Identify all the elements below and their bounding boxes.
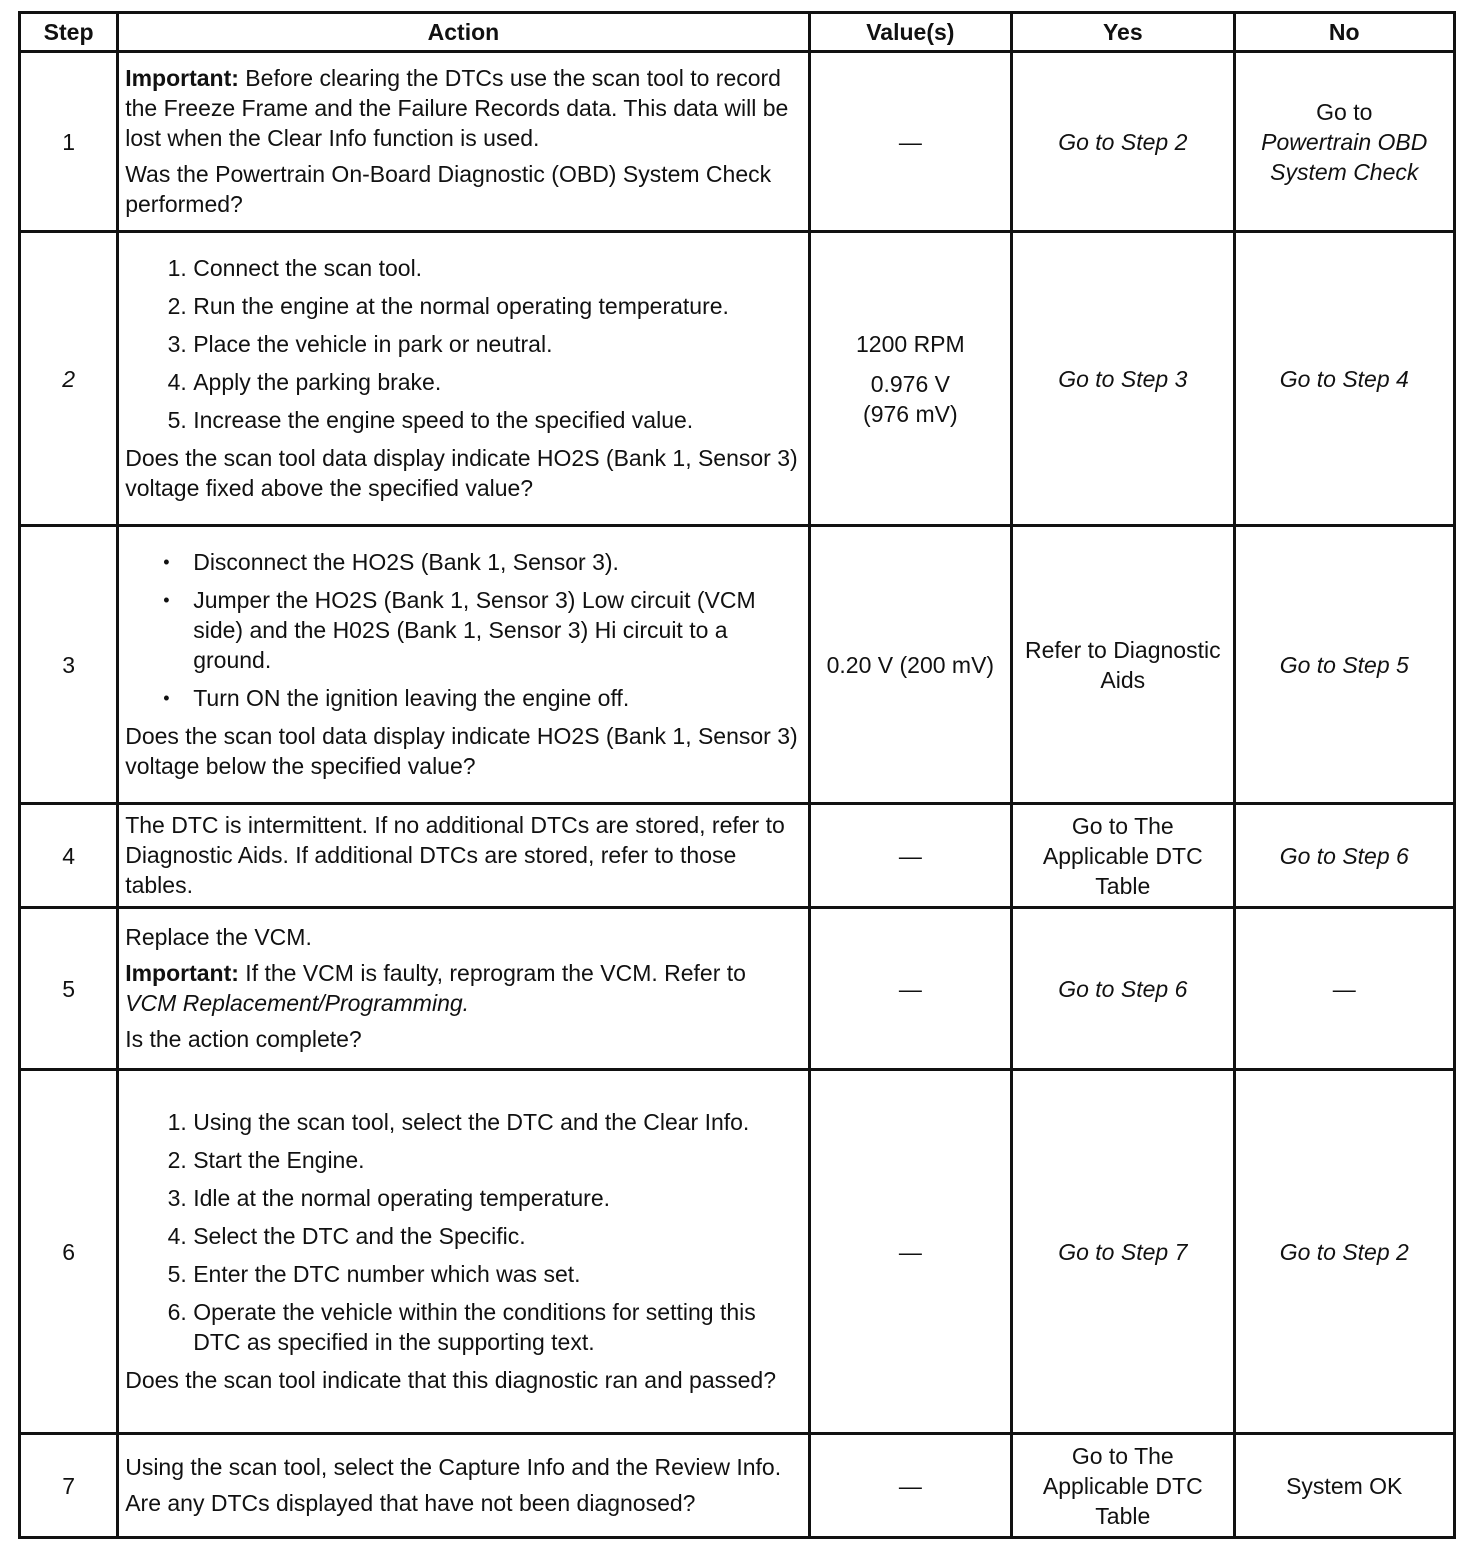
table-row-step-3	[20, 526, 1455, 804]
no-cell: Go to Step 2	[1234, 1070, 1454, 1434]
action-cell	[118, 52, 809, 232]
value-voltage: 0.976 V	[870, 370, 950, 397]
important-label: Important:	[125, 64, 239, 91]
action-bullet-list	[125, 547, 801, 713]
table-row-step-6	[20, 1070, 1455, 1434]
value-cell	[809, 232, 1011, 526]
no-cell: Go to Step 4	[1234, 232, 1454, 526]
important-note	[125, 63, 801, 153]
action-text: Using the scan tool, select the Capture Info and the Review Info.	[125, 1453, 782, 1480]
important-note	[125, 958, 801, 1018]
table-row-step-1	[20, 52, 1455, 232]
yes-cell: Go to Step 3	[1012, 232, 1234, 526]
action-cell	[118, 1070, 809, 1434]
yes-cell: Go to Step 2	[1012, 52, 1234, 232]
step-number: 7	[20, 1434, 118, 1538]
header-yes: Yes	[1012, 13, 1234, 52]
important-label: Important:	[125, 959, 239, 986]
value-rpm: 1200 RPM	[856, 330, 965, 357]
value-cell: 0.20 V (200 mV)	[809, 526, 1011, 804]
yes-cell: Go to Step 6	[1012, 908, 1234, 1070]
action-text: The DTC is intermittent. If no additional DTCs are stored, refer to Diagnostic Aids. If additional DTCs are stored, refer to those tables.	[125, 811, 785, 898]
action-cell	[118, 232, 809, 526]
action-question: Does the scan tool data display indicate HO2S (Bank 1, Sensor 3) voltage below the specified value?	[125, 722, 798, 779]
step-number: 2	[20, 232, 118, 526]
yes-cell: Refer to Diagnostic Aids	[1012, 526, 1234, 804]
no-cell: System OK	[1234, 1434, 1454, 1538]
action-question: Does the scan tool data display indicate HO2S (Bank 1, Sensor 3) voltage fixed above the specified value?	[125, 444, 798, 501]
important-text: Before clearing the DTCs use the scan tool to record the Freeze Frame and the Failure Records data. This data will be lost when the Clear Info function is used.	[125, 64, 789, 151]
step-number: 6	[20, 1070, 118, 1434]
list-item: 5. Enter the DTC number which was set.	[193, 1259, 801, 1289]
list-item: 4. Apply the parking brake.	[193, 367, 801, 397]
list-item: 5. Increase the engine speed to the specified value.	[193, 405, 801, 435]
list-item: 6. Operate the vehicle within the conditions for setting this DTC as specified in the supporting text.	[193, 1297, 801, 1357]
no-reference: Powertrain OBD System Check	[1261, 128, 1428, 185]
list-item: 3. Place the vehicle in park or neutral.	[193, 329, 801, 359]
step-number: 4	[20, 804, 118, 908]
header-no: No	[1234, 13, 1454, 52]
no-cell: Go to Step 6	[1234, 804, 1454, 908]
no-cell: —	[1234, 908, 1454, 1070]
action-question: Are any DTCs displayed that have not been diagnosed?	[125, 1489, 696, 1516]
list-item: 2. Run the engine at the normal operating temperature.	[193, 291, 801, 321]
header-step: Step	[20, 13, 118, 52]
value-cell: —	[809, 1434, 1011, 1538]
action-cell	[118, 526, 809, 804]
list-item: 1. Connect the scan tool.	[193, 253, 801, 283]
step-number: 1	[20, 52, 118, 232]
action-steps-list	[125, 1107, 801, 1357]
header-values: Value(s)	[809, 13, 1011, 52]
action-text: Replace the VCM.	[125, 923, 312, 950]
action-question: Is the action complete?	[125, 1025, 362, 1052]
list-item: 3. Idle at the normal operating temperature.	[193, 1183, 801, 1213]
action-cell	[118, 1434, 809, 1538]
table-row-step-2	[20, 232, 1455, 526]
action-question: Does the scan tool indicate that this diagnostic ran and passed?	[125, 1366, 777, 1393]
action-question: Was the Powertrain On-Board Diagnostic (OBD) System Check performed?	[125, 160, 772, 217]
important-text: If the VCM is faulty, reprogram the VCM. Refer to	[238, 959, 746, 986]
value-cell: —	[809, 804, 1011, 908]
value-millivolts: (976 mV)	[863, 400, 958, 427]
step-number: 5	[20, 908, 118, 1070]
diagnostic-table	[18, 11, 1456, 1539]
action-steps-list	[125, 253, 801, 435]
list-item: 2. Start the Engine.	[193, 1145, 801, 1175]
no-text: Go to	[1316, 98, 1373, 125]
table-row-step-5	[20, 908, 1455, 1070]
value-cell: —	[809, 1070, 1011, 1434]
yes-cell: Go to The Applicable DTC Table	[1012, 804, 1234, 908]
no-cell: Go to Step 5	[1234, 526, 1454, 804]
action-cell	[118, 804, 809, 908]
yes-cell: Go to Step 7	[1012, 1070, 1234, 1434]
table-row-step-7	[20, 1434, 1455, 1538]
value-cell: —	[809, 908, 1011, 1070]
yes-cell: Go to The Applicable DTC Table	[1012, 1434, 1234, 1538]
table-row-step-4	[20, 804, 1455, 908]
step-number: 3	[20, 526, 118, 804]
header-row	[20, 13, 1455, 52]
list-item: 4. Select the DTC and the Specific.	[193, 1221, 801, 1251]
list-item: • Turn ON the ignition leaving the engine off.	[193, 683, 801, 713]
action-cell	[118, 908, 809, 1070]
list-item: • Disconnect the HO2S (Bank 1, Sensor 3).	[193, 547, 801, 577]
list-item: 1. Using the scan tool, select the DTC and the Clear Info.	[193, 1107, 801, 1137]
list-item: • Jumper the HO2S (Bank 1, Sensor 3) Low circuit (VCM side) and the H02S (Bank 1, Sensor 3) Hi circuit to a ground.	[193, 585, 801, 675]
important-reference: VCM Replacement/Programming.	[125, 989, 470, 1016]
value-cell: —	[809, 52, 1011, 232]
no-cell	[1234, 52, 1454, 232]
header-action: Action	[118, 13, 809, 52]
